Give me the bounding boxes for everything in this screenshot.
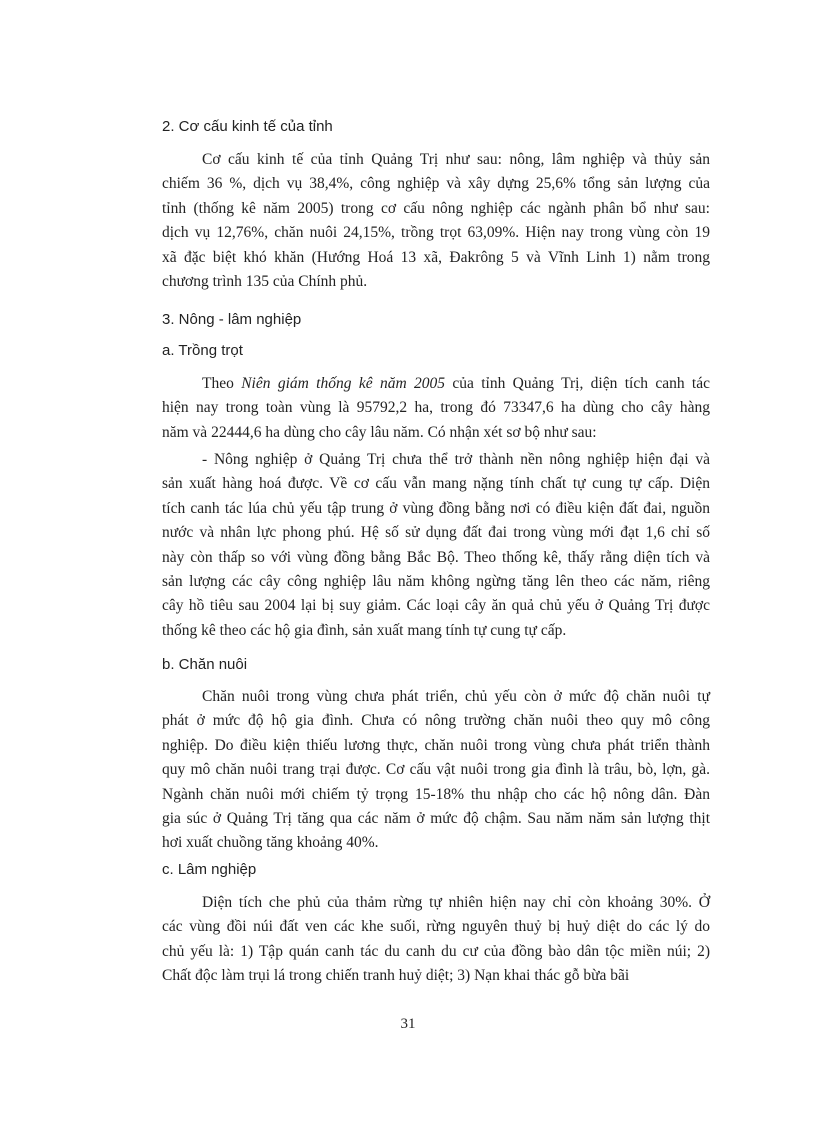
cited-publication-title: Niên giám thống kê năm 2005: [241, 375, 445, 392]
paragraph-cultivation-intro: [162, 372, 710, 445]
text-line: Cơ cấu kinh tế của tỉnh Quảng Trị như sau: nông, lâm nghiệp và thủy sản: [202, 151, 710, 168]
page-number: 31: [400, 1016, 416, 1032]
paragraph-forestry: [162, 891, 710, 989]
section-heading-livestock: b. Chăn nuôi: [162, 656, 248, 673]
text-line: nghiệp. Do điều kiện thiếu lương thực, chăn nuôi trong vùng chưa phát triển thành: [162, 736, 710, 754]
text-line: [162, 372, 710, 396]
text-line: tích canh tác lúa chủ yếu tập trung ở vùng đồng bằng nơi có điều kiện đất đai, nguồn: [162, 499, 710, 517]
paragraph-livestock: [162, 685, 710, 856]
text-line: chiếm 36 %, dịch vụ 38,4%, công nghiệp và xây dựng 25,6% tổng sản lượng của: [162, 175, 710, 193]
text-line: này còn thấp so với vùng đồng bằng Bắc Bộ. Theo thống kê, thấy rằng diện tích và: [162, 548, 710, 566]
text-rest: của tỉnh Quảng Trị, diện tích canh tác: [445, 375, 710, 392]
text-line: năm và 22444,6 ha dùng cho cây lâu năm. Có nhận xét sơ bộ như sau:: [162, 423, 597, 441]
text-line: dịch vụ 12,76%, chăn nuôi 24,15%, trồng trọt 63,09%. Hiện nay trong vùng còn 19: [162, 224, 710, 242]
text-line: phát ở mức độ hộ gia đình. Chưa có nông trường chăn nuôi theo quy mô công: [162, 712, 710, 730]
text-line: hiện nay trong toàn vùng là 95792,2 ha, trong đó 73347,6 ha dùng cho cây hàng: [162, 399, 710, 417]
text-line: Chăn nuôi trong vùng chưa phát triển, chủ yếu còn ở mức độ chăn nuôi tự: [202, 688, 710, 705]
text-lead: Theo: [202, 375, 242, 392]
text-line: Ngành chăn nuôi mới chiếm tỷ trọng 15-18% thu nhập cho các hộ nông dân. Đàn: [162, 785, 710, 803]
text-line: thống kê theo các hộ gia đình, sản xuất mang tính tự cung tự cấp.: [162, 621, 567, 639]
section-heading-economic-structure: 2. Cơ cấu kinh tế của tỉnh: [162, 118, 333, 135]
text-line: quy mô chăn nuôi trang trại được. Cơ cấu vật nuôi trong gia đình là trâu, bò, lợn, gà.: [162, 761, 710, 779]
text-line: xã đặc biệt khó khăn (Hướng Hoá 13 xã, Đakrông 5 và Vĩnh Linh 1) nằm trong: [162, 248, 710, 266]
text-line: cây hồ tiêu sau 2004 lại bị suy giảm. Các loại cây ăn quả chủ yếu ở Quảng Trị được: [162, 597, 710, 615]
paragraph-economic-structure: [162, 148, 710, 294]
text-line: - Nông nghiệp ở Quảng Trị chưa thể trở thành nền nông nghiệp hiện đại và: [202, 451, 710, 468]
section-heading-agriculture-forestry: 3. Nông - lâm nghiệp: [162, 311, 302, 328]
section-heading-forestry: c. Lâm nghiệp: [162, 861, 257, 878]
paragraph-cultivation-remarks: [162, 448, 710, 643]
text-line: Chất độc làm trụi lá trong chiến tranh huỷ diệt; 3) Nạn khai thác gỗ bừa bãi: [162, 967, 630, 985]
text-line: hơi xuất chuồng tăng khoảng 40%.: [162, 834, 379, 852]
text-line: các vùng đồi núi đất ven các khe suối, rừng nguyên thuỷ bị huỷ diệt do các lý do: [162, 918, 710, 936]
text-line: chủ yếu là: 1) Tập quán canh tác du canh du cư của đồng bào dân tộc miền núi; 2): [162, 942, 710, 960]
text-line: Diện tích che phủ của thảm rừng tự nhiên hiện nay chỉ còn khoảng 30%. Ở: [202, 894, 710, 911]
text-line: nước và nhân lực phong phú. Hệ số sử dụng đất đai trong vùng mới đạt 1,6 chỉ số: [162, 524, 710, 542]
text-line: chương trình 135 của Chính phủ.: [162, 273, 368, 291]
text-line: tỉnh (thống kê năm 2005) trong cơ cấu nông nghiệp các ngành phân bổ như sau:: [162, 199, 710, 217]
text-line: gia súc ở Quảng Trị tăng qua các năm ở mức độ chậm. Sau năm năm sản lượng thịt: [162, 810, 710, 828]
text-line: sản xuất hàng hoá được. Về cơ cấu vẫn mang nặng tính chất tự cung tự cấp. Diện: [162, 475, 710, 493]
text-line: sản lượng các cây công nghiệp lâu năm không ngừng tăng lên theo các năm, riêng: [162, 573, 710, 591]
section-heading-cultivation: a. Trồng trọt: [162, 342, 243, 359]
